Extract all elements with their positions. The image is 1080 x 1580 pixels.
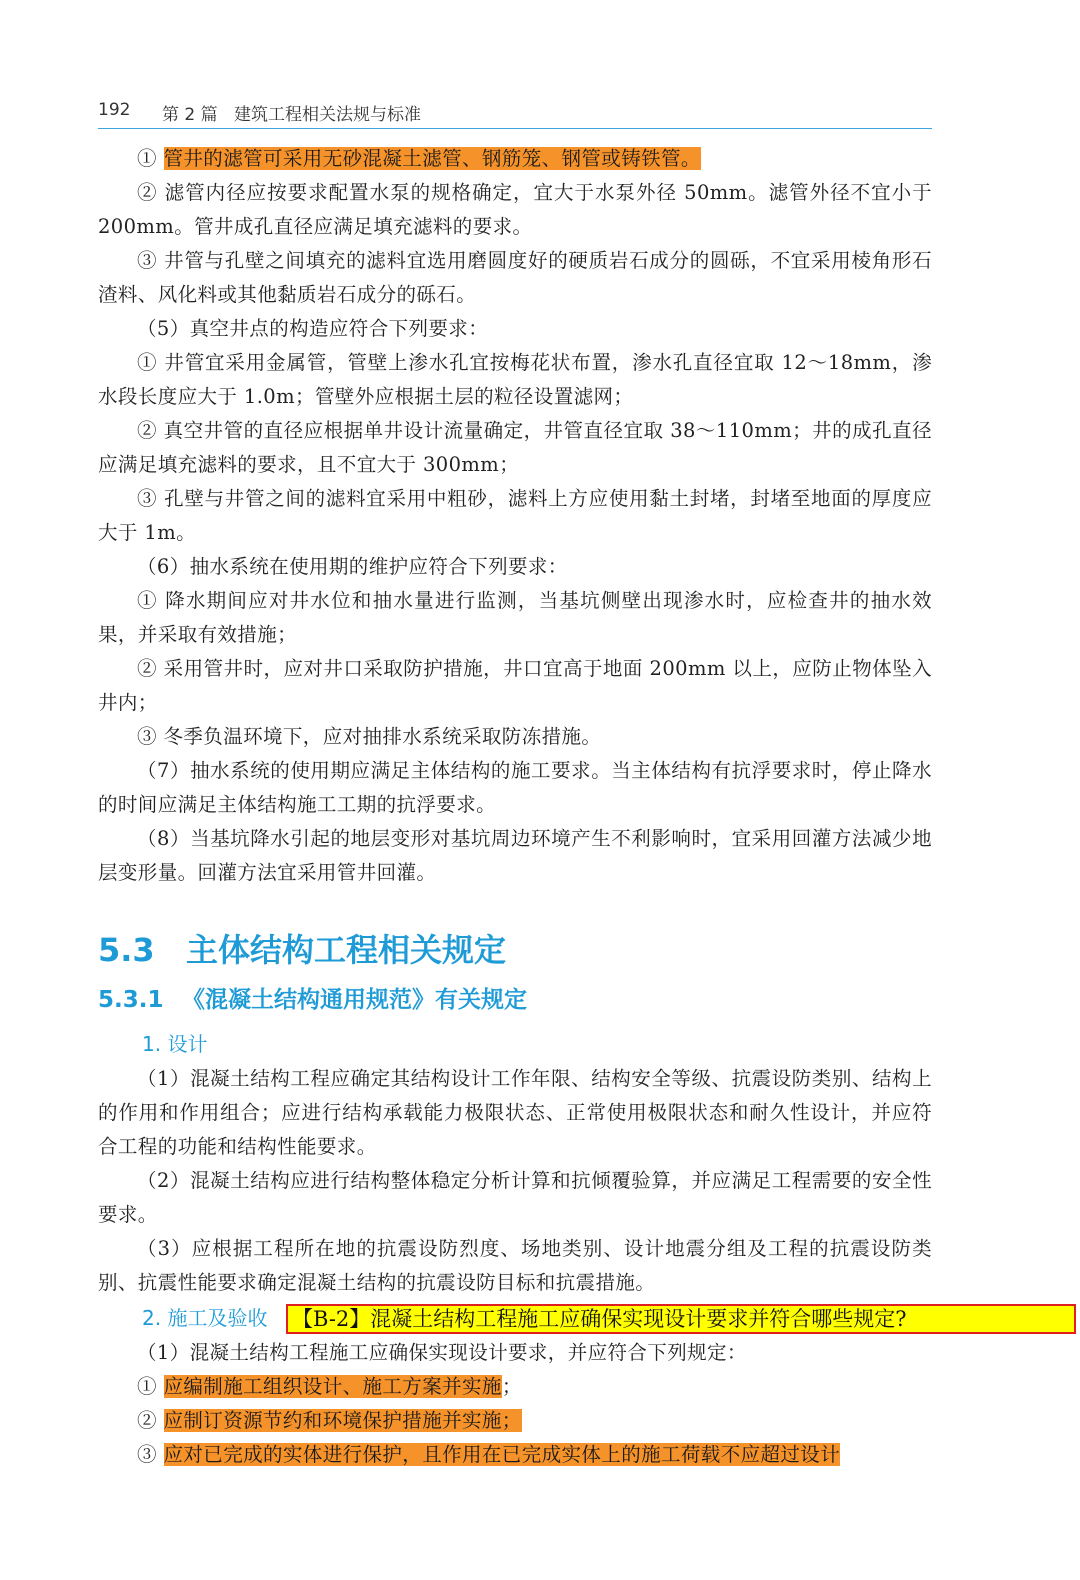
- paragraph: [98, 1336, 932, 1370]
- paragraph-text: （1）混凝土结构工程应确定其结构设计工作年限、结构安全等级、抗震设防类别、结构上的作用和作用组合；应进行结构承载能力极限状态、正常使用极限状态和耐久性设计，并应符合工程的功能和结构性能要求。: [98, 1067, 932, 1158]
- paragraph-text: ③ 孔壁与井管之间的滤料宜采用中粗砂，滤料上方应使用黏土封堵，封堵至地面的厚度应大于 1m。: [98, 487, 932, 544]
- paragraph: [98, 1370, 932, 1404]
- design-paragraphs: [98, 1062, 932, 1300]
- part-label: 第 2 篇: [162, 105, 218, 125]
- paragraph: [98, 1404, 932, 1438]
- paragraph-text: （8）当基坑降水引起的地层变形对基坑周边环境产生不利影响时，宜采用回灌方法减少地层变形量。回灌方法宜采用管井回灌。: [98, 827, 932, 884]
- page-body: [98, 142, 932, 1472]
- subsection-title: 《混凝土结构通用规范》有关规定: [182, 987, 527, 1013]
- header-rule: [98, 128, 932, 129]
- paragraph-text: ① 降水期间应对井水位和抽水量进行监测，当基坑侧壁出现渗水时，应检查井的抽水效果，并采取有效措施；: [98, 589, 932, 646]
- highlighted-text: 应编制施工组织设计、施工方案并实施: [163, 1375, 502, 1398]
- running-header: [98, 98, 930, 130]
- paragraph: [98, 550, 932, 584]
- highlighted-text: 管井的滤管可采用无砂混凝土滤管、钢筋笼、钢管或铸铁管。: [163, 147, 701, 170]
- top-paragraphs: [98, 142, 932, 890]
- paragraph: [98, 142, 932, 176]
- question-note: 【B-2】混凝土结构工程施工应确保实现设计要求并符合哪些规定?: [286, 1304, 1076, 1334]
- paragraph-text: ② 真空井管的直径应根据单井设计流量确定，井管直径宜取 38～110mm；井的成孔直径应满足填充滤料的要求，且不宜大于 300mm；: [98, 419, 932, 476]
- subsection-number: 5.3.1: [98, 987, 164, 1013]
- paragraph-text: ① 井管宜采用金属管，管壁上渗水孔宜按梅花状布置，渗水孔直径宜取 12～18mm，渗水段长度应大于 1.0m；管壁外应根据土层的粒径设置滤网；: [98, 351, 932, 408]
- section-number: 5.3: [98, 931, 155, 969]
- paragraph-text: （7）抽水系统的使用期应满足主体结构的施工要求。当主体结构有抗浮要求时，停止降水的时间应满足主体结构施工工期的抗浮要求。: [98, 759, 932, 816]
- paragraph-text: ② 采用管井时，应对井口采取防护措施，井口宜高于地面 200mm 以上，应防止物体坠入井内；: [98, 657, 932, 714]
- paragraph-text: ③ 冬季负温环境下，应对抽排水系统采取防冻措施。: [137, 725, 602, 748]
- paragraph-text: ①: [137, 1375, 164, 1398]
- paragraph: [98, 312, 932, 346]
- page-number: 192: [98, 100, 131, 120]
- paragraph: [98, 1164, 932, 1232]
- paragraph: [98, 652, 932, 720]
- paragraph-text: ② 滤管内径应按要求配置水泵的规格确定，宜大于水泵外径 50mm。滤管外径不宜小于 200mm。管井成孔直径应满足填充滤料的要求。: [98, 181, 932, 238]
- paragraph-text: ②: [137, 1409, 164, 1432]
- highlighted-text: 应制订资源节约和环境保护措施并实施；: [163, 1409, 522, 1432]
- paragraph: [98, 482, 932, 550]
- paragraph-text: （2）混凝土结构应进行结构整体稳定分析计算和抗倾覆验算，并应满足工程需要的安全性要求。: [98, 1169, 932, 1226]
- paragraph-text: ①: [137, 147, 164, 170]
- paragraph-text: （6）抽水系统在使用期的维护应符合下列要求：: [137, 555, 568, 578]
- paragraph: [98, 346, 932, 414]
- paragraph: [98, 414, 932, 482]
- paragraph: [98, 720, 932, 754]
- section-heading: [98, 926, 932, 974]
- paragraph-text: ③: [137, 1443, 164, 1466]
- paragraph: [98, 1438, 932, 1472]
- paragraph: [98, 244, 932, 312]
- highlighted-text: 应对已完成的实体进行保护，且作用在已完成实体上的施工荷载不应超过设计: [163, 1443, 841, 1466]
- paragraph-text: （1）混凝土结构工程施工应确保实现设计要求，并应符合下列规定：: [137, 1341, 747, 1364]
- item-heading-construction: 2. 施工及验收: [142, 1306, 268, 1330]
- part-title: 建筑工程相关法规与标准: [234, 105, 421, 125]
- item-row-construction: [98, 1300, 932, 1336]
- item-heading-design: 1. 设计: [142, 1032, 208, 1056]
- construction-paragraphs: [98, 1336, 932, 1472]
- paragraph-text: （3）应根据工程所在地的抗震设防烈度、场地类别、设计地震分组及工程的抗震设防类别、抗震性能要求确定混凝土结构的抗震设防目标和抗震措施。: [98, 1237, 932, 1294]
- paragraph-text: ③ 井管与孔壁之间填充的滤料宜选用磨圆度好的硬质岩石成分的圆砾，不宜采用棱角形石渣料、风化料或其他黏质岩石成分的砾石。: [98, 249, 932, 306]
- paragraph-text: （5）真空井点的构造应符合下列要求：: [137, 317, 489, 340]
- paragraph: [98, 584, 932, 652]
- subsection-heading: [98, 974, 932, 1026]
- paragraph: [98, 176, 932, 244]
- paragraph: [98, 1232, 932, 1300]
- paragraph-tail: ；: [501, 1375, 522, 1398]
- paragraph: [98, 1062, 932, 1164]
- paragraph: [98, 822, 932, 890]
- section-title: 主体结构工程相关规定: [186, 931, 507, 969]
- paragraph: [98, 754, 932, 822]
